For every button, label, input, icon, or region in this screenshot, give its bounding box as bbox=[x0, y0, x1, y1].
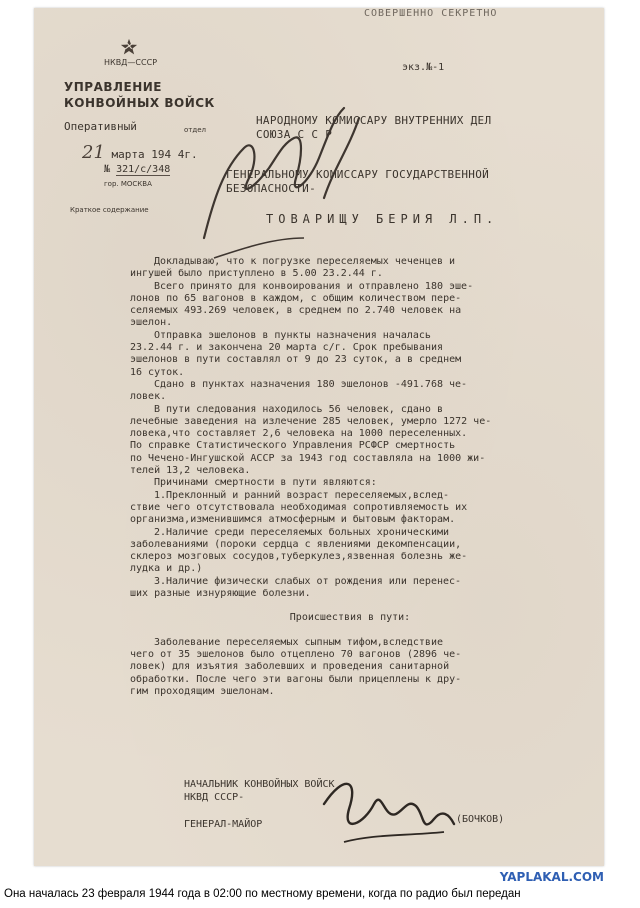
body-line: ших разные изнуряющие болезни. bbox=[130, 588, 311, 600]
document-body bbox=[130, 256, 570, 698]
incidents-title: Происшествия в пути: bbox=[289, 612, 411, 624]
body-line: ловек) для изъятия заболевших и проведения санитарной bbox=[130, 661, 450, 673]
reasons-title: Причинами смертности в пути являются: bbox=[154, 477, 377, 489]
addressee-name: ТОВАРИЩУ БЕРИЯ Л.П. bbox=[266, 212, 499, 226]
body-line: чего от 35 эшелонов было отцеплено 70 вагонов (2896 че- bbox=[130, 648, 462, 660]
body-line: Заболевание переселяемых сыпным тифом,вследствие bbox=[154, 636, 443, 648]
org-abbreviation: НКВД—СССР bbox=[104, 58, 158, 67]
site-watermark: YAPLAKAL.COM bbox=[499, 870, 604, 884]
spacer bbox=[130, 600, 570, 612]
date-day: 21 bbox=[82, 142, 105, 163]
body-line: лудка и др.) bbox=[130, 563, 203, 575]
body-line: по Чечено-Ингушской АССР за 1943 год составляла на 1000 жи- bbox=[130, 452, 486, 464]
document-page bbox=[34, 8, 604, 866]
body-line: телей 13,2 человека. bbox=[130, 465, 251, 477]
body-line: ловека,что составляет 2,6 человека на 1000 переселенных. bbox=[130, 428, 468, 440]
body-line: ингушей было приступлено в 5.00 23.2.44 г. bbox=[130, 268, 383, 280]
signer-rank: ГЕНЕРАЛ-МАЙОР bbox=[184, 819, 263, 830]
secrecy-stamp: СОВЕРШЕННО СЕКРЕТНО bbox=[364, 8, 498, 19]
handwritten-resolution-icon bbox=[184, 88, 374, 268]
body-line: организма,изменившимся атмосферным и бытовым факторам. bbox=[130, 514, 456, 526]
document-number bbox=[104, 164, 170, 175]
number-prefix: № bbox=[104, 164, 111, 175]
body-line: 23.2.44 г. и закончена 20 марта с/г. Срок пребывания bbox=[130, 342, 444, 354]
body-line: лечебные заведения на излечение 285 человек, умерло 1272 че- bbox=[130, 415, 492, 427]
body-line: лонов по 65 вагонов в каждом, с общим количеством пере- bbox=[130, 292, 462, 304]
body-line: Отправка эшелонов в пункты назначения началась bbox=[154, 329, 431, 341]
body-line: В пути следования находилось 56 человек, сдано в bbox=[154, 403, 443, 415]
signer-title-line1: НАЧАЛЬНИК КОНВОЙНЫХ ВОЙСК bbox=[184, 779, 335, 790]
short-content-label: Краткое содержание bbox=[70, 206, 149, 214]
addressee-line2: СОЮЗА С С Р bbox=[256, 128, 333, 141]
body-line: ствие чего отсутствовала необходимая сопротивляемость их bbox=[130, 501, 468, 513]
body-line: обработки. После чего эти вагоны были прицеплены к дру- bbox=[130, 673, 462, 685]
body-line: селяемых 493.269 человек, в среднем по 2.740 человек на bbox=[130, 305, 462, 317]
city: гор. МОСКВА bbox=[104, 180, 152, 188]
star-emblem-icon bbox=[120, 38, 138, 56]
body-line: склероз мозговых сосудов,туберкулез,язвенная болезнь же- bbox=[130, 551, 468, 563]
body-line: Докладываю, что к погрузке переселяемых чеченцев и bbox=[154, 256, 456, 267]
body-line: заболеваниями (пороки сердца с явлениями декомпенсации, bbox=[130, 538, 462, 550]
body-line: По справке Статистического Управления РСФСР смертность bbox=[130, 440, 456, 452]
org-name-line2: КОНВОЙНЫХ ВОЙСК bbox=[64, 96, 215, 110]
addressee-line3: ГЕНЕРАЛЬНОМУ КОМИССАРУ ГОСУДАРСТВЕННОЙ bbox=[226, 168, 490, 181]
department: Оперативный bbox=[64, 120, 137, 133]
body-line: гим проходящим эшелонам. bbox=[130, 685, 275, 697]
image-caption: Она началась 23 февраля 1944 года в 02:00 по местному времени, когда по радио был передан bbox=[4, 888, 521, 900]
body-line: эшелон. bbox=[130, 317, 173, 329]
body-line: ловек. bbox=[130, 391, 167, 403]
addressee-line4: БЕЗОПАСНОСТИ- bbox=[226, 182, 316, 195]
copy-number: экз.№-1 bbox=[402, 62, 445, 73]
date-year: 194 4г. bbox=[151, 148, 198, 161]
number-value: 321/с/348 bbox=[116, 164, 171, 175]
body-line: эшелонов в пути составлял от 9 до 23 суток, а в среднем bbox=[130, 354, 462, 366]
department-label: отдел bbox=[184, 126, 206, 134]
body-line: Сдано в пунктах назначения 180 эшелонов -491.768 че- bbox=[154, 378, 468, 390]
body-line: 16 суток. bbox=[130, 366, 185, 378]
date-month: марта bbox=[111, 148, 145, 161]
handwritten-signature-icon bbox=[304, 764, 464, 854]
addressee-line1: НАРОДНОМУ КОМИССАРУ ВНУТРЕННИХ ДЕЛ bbox=[256, 114, 492, 127]
body-line: 2.Наличие среди переселяемых больных хроническими bbox=[154, 526, 450, 538]
spacer bbox=[130, 625, 570, 637]
signer-name: (БОЧКОВ) bbox=[456, 814, 505, 825]
signer-title-line2: НКВД СССР- bbox=[184, 792, 245, 803]
org-name-line1: УПРАВЛЕНИЕ bbox=[64, 80, 162, 94]
document-date bbox=[82, 142, 198, 163]
body-line: Всего принято для конвоирования и отправлено 180 эше- bbox=[154, 280, 474, 292]
body-line: 1.Преклонный и ранний возраст переселяемых,вслед- bbox=[154, 489, 450, 501]
body-line: 3.Наличие физически слабых от рождения или перенес- bbox=[154, 575, 462, 587]
